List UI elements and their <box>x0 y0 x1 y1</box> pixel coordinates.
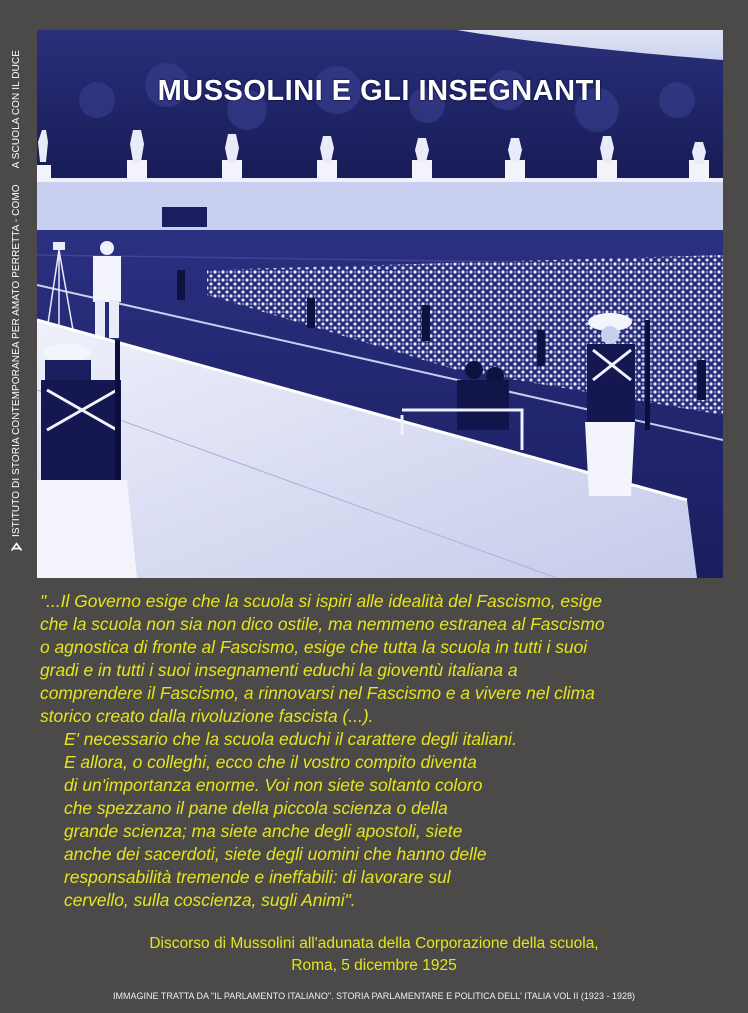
speech-quote <box>40 590 730 912</box>
quote-line-indented: anche dei sacerdoti, siete degli uomini che hanno delle <box>64 844 487 864</box>
institute-label: ISTITUTO DI STORIA CONTEMPORANEA PER AMATO PERRETTA - COMO <box>11 184 23 538</box>
quote-line: o agnostica di fronte al Fascismo, esige che tutta la scuola in tutti i suoi <box>40 637 588 657</box>
quote-line: "...Il Governo esige che la scuola si ispiri alle idealità del Fascismo, esige <box>40 591 602 611</box>
poster-title: MUSSOLINI E GLI INSEGNANTI <box>157 75 603 107</box>
quote-line-indented: di un'importanza enorme. Voi non siete soltanto coloro <box>64 775 483 795</box>
quote-line-indented: cervello, sulla coscienza, sugli Animi". <box>64 890 356 910</box>
speech-attribution <box>0 933 748 977</box>
quote-line: gradi e in tutti i suoi insegnamenti educhi la gioventù italiana a <box>40 660 518 680</box>
quote-line: comprendere il Fascismo, a rinnovarsi nel Fascismo e a vivere nel clima <box>40 683 595 703</box>
quote-line-indented: responsabilità tremende e ineffabili: di lavorare sul <box>64 867 451 887</box>
quote-line-indented: che spezzano il pane della piccola scienza o della <box>64 798 448 818</box>
quote-line: che la scuola non sia non dico ostile, ma nemmeno estranea al Fascismo <box>40 614 605 634</box>
institute-logo-icon <box>11 543 23 556</box>
quote-line: storico creato dalla rivoluzione fascista (...). <box>40 706 374 726</box>
series-label: A SCUOLA CON IL DUCE <box>11 49 23 169</box>
quote-line-indented: grande scienza; ma siete anche degli apostoli, siete <box>64 821 463 841</box>
quote-line-indented: E allora, o colleghi, ecco che il vostro compito diventa <box>64 752 477 772</box>
stadium-scene-illustration <box>37 30 723 578</box>
quote-line-indented: E' necessario che la scuola educhi il carattere degli italiani. <box>64 729 517 749</box>
historical-photo <box>37 30 723 578</box>
attribution-line-2: Roma, 5 dicembre 1925 <box>291 957 457 974</box>
side-label <box>2 30 32 575</box>
image-credit: IMMAGINE TRATTA DA "IL PARLAMENTO ITALIANO". STORIA PARLAMENTARE E POLITICA DELL' ITALIA VOL II (1923 - 1928) <box>113 991 635 1001</box>
attribution-line-1: Discorso di Mussolini all'adunata della Corporazione della scuola, <box>149 935 599 952</box>
